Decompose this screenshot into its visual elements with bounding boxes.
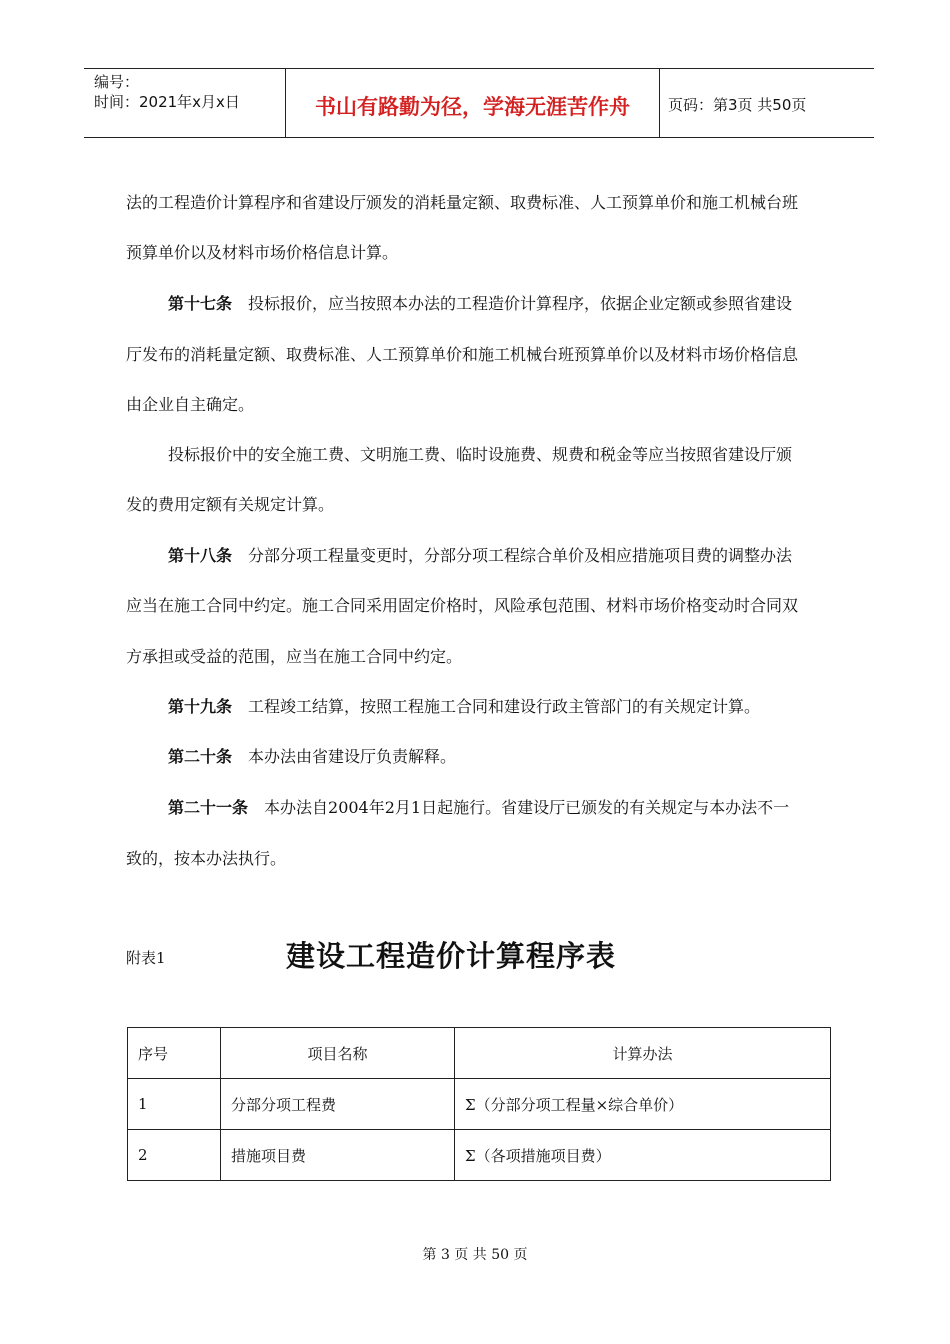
table-header-cell: 项目名称: [221, 1028, 455, 1079]
paragraph-line: 方承担或受益的范围，应当在施工合同中约定。: [126, 647, 463, 666]
article-title: 第十八条: [168, 546, 233, 565]
table-cell: 措施项目费: [221, 1130, 455, 1181]
paragraph-line: 应当在施工合同中约定。施工合同采用固定价格时，风险承包范围、材料市场价格变动时合同双: [126, 596, 799, 615]
paragraph-line: 投标报价中的安全施工费、文明施工费、临时设施费、规费和税金等应当按照省建设厅颁: [168, 445, 793, 464]
article-19: [168, 694, 760, 717]
header-page-number: 页码：第3页 共50页: [668, 96, 807, 114]
article-text: 分部分项工程量变更时，分部分项工程综合单价及相应措施项目费的调整办法: [248, 546, 793, 565]
table-cell: 2: [128, 1130, 221, 1181]
appendix-label: 附表1: [126, 949, 166, 967]
header-page-cell: [660, 69, 874, 137]
paragraph-line: 法的工程造价计算程序和省建设厅颁发的消耗量定额、取费标准、人工预算单价和施工机械台班: [126, 193, 799, 212]
article-18: [168, 543, 792, 566]
paragraph-line: 由企业自主确定。: [126, 395, 255, 414]
article-title: 第十七条: [168, 294, 233, 313]
appendix-title: 建设工程造价计算程序表: [286, 939, 617, 973]
article-17: [168, 291, 792, 314]
article-title: 第二十一条: [168, 798, 249, 817]
header-motto: 书山有路勤为径，学海无涯苦作舟: [315, 95, 630, 119]
header-motto-cell: [286, 69, 660, 137]
calculation-table: [127, 1027, 831, 1181]
table-row: [128, 1130, 831, 1181]
document-time: 时间：2021年x月x日: [94, 93, 240, 111]
table-cell: Σ（各项措施项目费）: [455, 1130, 831, 1181]
table-cell: 分部分项工程费: [221, 1079, 455, 1130]
paragraph-line: 致的，按本办法执行。: [126, 849, 287, 868]
article-text: 本办法自2004年2月1日起施行。省建设厅已颁发的有关规定与本办法不一: [264, 798, 790, 817]
article-title: 第二十条: [168, 747, 233, 766]
article-20: [168, 744, 456, 767]
page-footer: 第 3 页 共 50 页: [422, 1247, 528, 1263]
article-21: [168, 795, 789, 818]
article-title: 第十九条: [168, 697, 233, 716]
table-cell: 1: [128, 1079, 221, 1130]
table-header-row: [128, 1028, 831, 1079]
article-text: 工程竣工结算，按照工程施工合同和建设行政主管部门的有关规定计算。: [248, 697, 761, 716]
paragraph-line: 厅发布的消耗量定额、取费标准、人工预算单价和施工机械台班预算单价以及材料市场价格信息: [126, 345, 799, 364]
document-number: 编号：: [94, 73, 140, 91]
table-cell: Σ（分部分项工程量×综合单价）: [455, 1079, 831, 1130]
header-meta-cell: [84, 69, 286, 137]
document-header: [84, 68, 874, 138]
paragraph-line: 发的费用定额有关规定计算。: [126, 495, 335, 514]
table-header-cell: 序号: [128, 1028, 221, 1079]
article-text: 本办法由省建设厅负责解释。: [248, 747, 457, 766]
table-row: [128, 1079, 831, 1130]
table-header-cell: 计算办法: [455, 1028, 831, 1079]
article-text: 投标报价，应当按照本办法的工程造价计算程序，依据企业定额或参照省建设: [248, 294, 793, 313]
paragraph-line: 预算单价以及材料市场价格信息计算。: [126, 243, 399, 262]
